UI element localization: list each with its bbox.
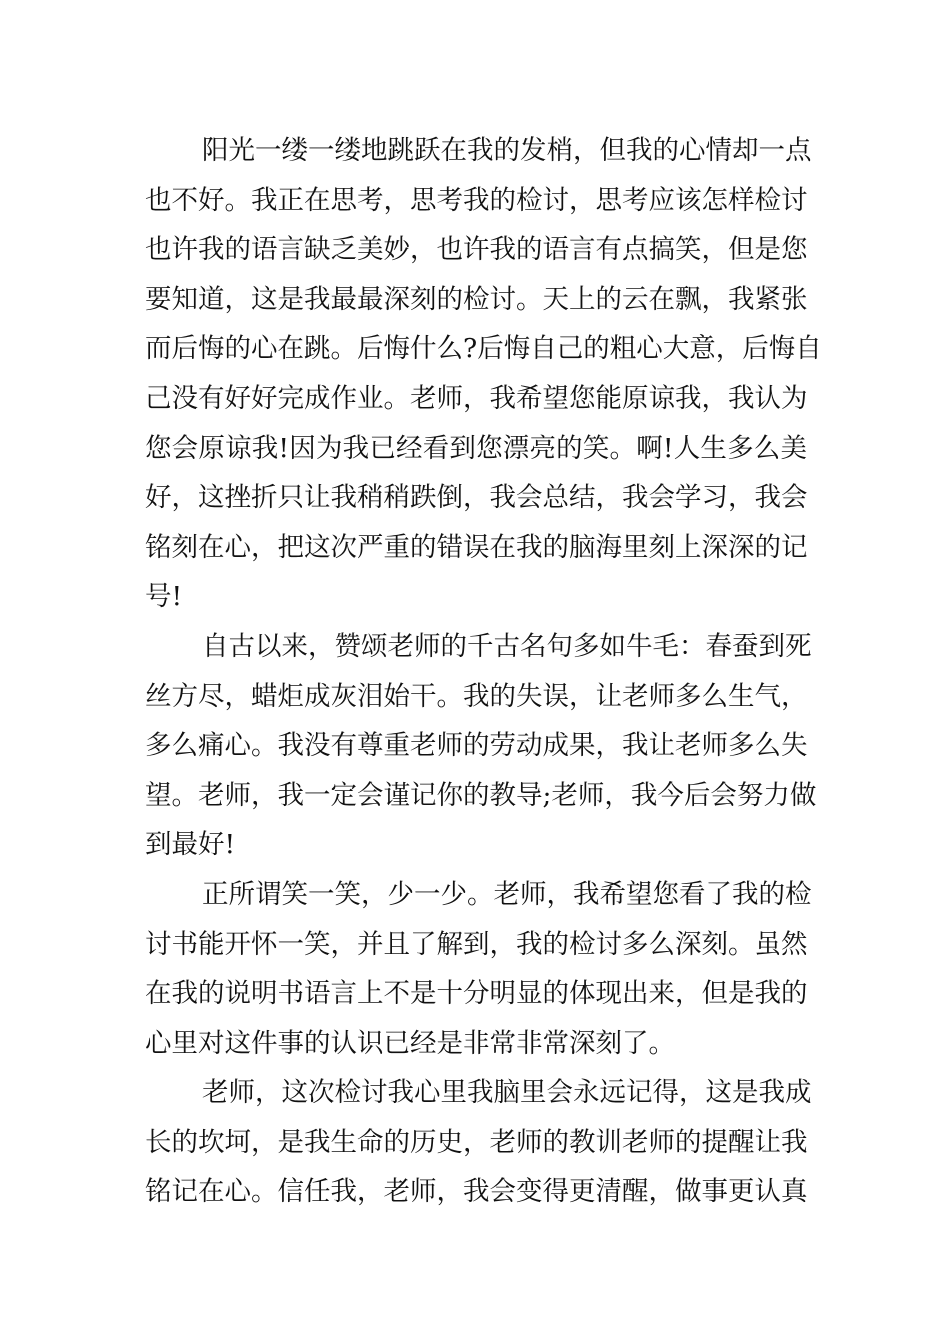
text-line: 好，这挫折只让我稍稍跌倒，我会总结，我会学习，我会: [145, 482, 808, 514]
text-line: 自古以来，赞颂老师的千古名句多如牛毛：春蚕到死: [202, 630, 812, 662]
text-line: 在我的说明书语言上不是十分明显的体现出来，但是我的: [145, 978, 808, 1010]
text-line: 您会原谅我!因为我已经看到您漂亮的笑。啊!人生多么美: [145, 432, 807, 464]
text-line: 心里对这件事的认识已经是非常非常深刻了。: [145, 1027, 675, 1059]
paragraph: [145, 1068, 812, 1217]
paragraph: [145, 126, 822, 622]
text-line: 丝方尽，蜡炬成灰泪始干。我的失误，让老师多么生气，: [145, 680, 808, 712]
text-line: 己没有好好完成作业。老师，我希望您能原谅我，我认为: [145, 382, 808, 414]
paragraph: [145, 622, 817, 870]
document-body: [145, 126, 822, 1217]
text-line: 要知道，这是我最最深刻的检讨。天上的云在飘，我紧张: [145, 283, 808, 315]
text-line: 老师，这次检讨我心里我脑里会永远记得，这是我成: [202, 1077, 812, 1109]
text-line: 铭记在心。信任我，老师，我会变得更清醒，做事更认真: [145, 1176, 808, 1208]
text-line: 讨书能开怀一笑，并且了解到，我的检讨多么深刻。虽然: [145, 928, 808, 960]
text-line: 望。老师，我一定会谨记你的教导;老师，我今后会努力做: [145, 779, 817, 811]
text-line: 多么痛心。我没有尊重老师的劳动成果，我让老师多么失: [145, 730, 808, 762]
text-line: 长的坎坷，是我生命的历史，老师的教训老师的提醒让我: [145, 1126, 808, 1158]
text-line: 铭刻在心，把这次严重的错误在我的脑海里刻上深深的记: [145, 531, 808, 563]
text-line: 而后悔的心在跳。后悔什么?后悔自己的粗心大意，后悔自: [145, 333, 822, 365]
text-line: 阳光一缕一缕地跳跃在我的发梢，但我的心情却一点: [202, 135, 812, 166]
paragraph: [145, 870, 812, 1068]
text-line: 到最好!: [145, 829, 236, 861]
text-line: 号!: [145, 581, 183, 613]
text-line: 也不好。我正在思考，思考我的检讨，思考应该怎样检讨: [145, 184, 808, 216]
text-line: 正所谓笑一笑，少一少。老师，我希望您看了我的检: [202, 878, 812, 910]
text-line: 也许我的语言缺乏美妙，也许我的语言有点搞笑，但是您: [145, 234, 808, 266]
